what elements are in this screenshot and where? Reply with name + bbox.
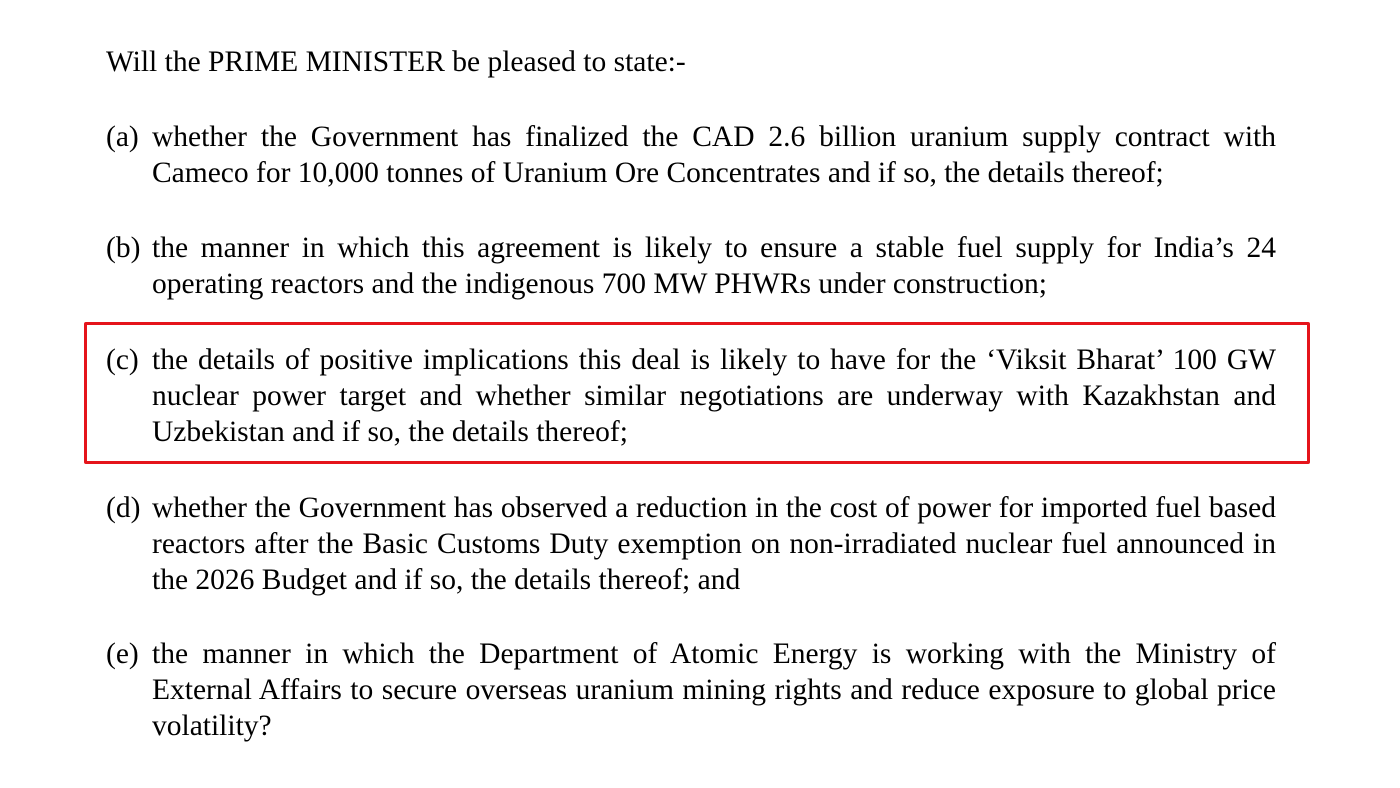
question-marker: (e) [106, 638, 139, 670]
question-text: the manner in which this agreement is likely to ensure a stable fuel supply for India’s 24 operating reactors and the indigenous 700 MW PHWRs under construction; [152, 232, 1276, 300]
question-marker: (c) [106, 344, 139, 376]
question-b [106, 230, 1276, 302]
question-a [106, 119, 1276, 191]
question-marker: (d) [106, 492, 141, 524]
question-text: whether the Government has finalized the CAD 2.6 billion uranium supply contract with Cameco for 10,000 tonnes of Uranium Ore Concentrates and if so, the details thereof; [152, 121, 1276, 189]
question-d [106, 490, 1276, 598]
question-marker: (b) [106, 232, 141, 264]
question-marker: (a) [106, 121, 139, 153]
question-e [106, 636, 1276, 744]
question-text: whether the Government has observed a reduction in the cost of power for imported fuel based reactors after the Basic Customs Duty exemption on non-irradiated nuclear fuel announced in the 2026 Budget and if so, the details thereof; and [152, 492, 1276, 596]
question-text: the manner in which the Department of Atomic Energy is working with the Ministry of External Affairs to secure overseas uranium mining rights and reduce exposure to global price volatility? [152, 638, 1276, 742]
intro-line: Will the PRIME MINISTER be pleased to state:- [106, 46, 686, 78]
question-text: the details of positive implications this deal is likely to have for the ‘Viksit Bharat’ 100 GW nuclear power target and whether similar negotiations are underway with Kazakhstan and Uzbekistan and if so, the details thereof; [152, 344, 1276, 448]
question-c [106, 342, 1276, 450]
